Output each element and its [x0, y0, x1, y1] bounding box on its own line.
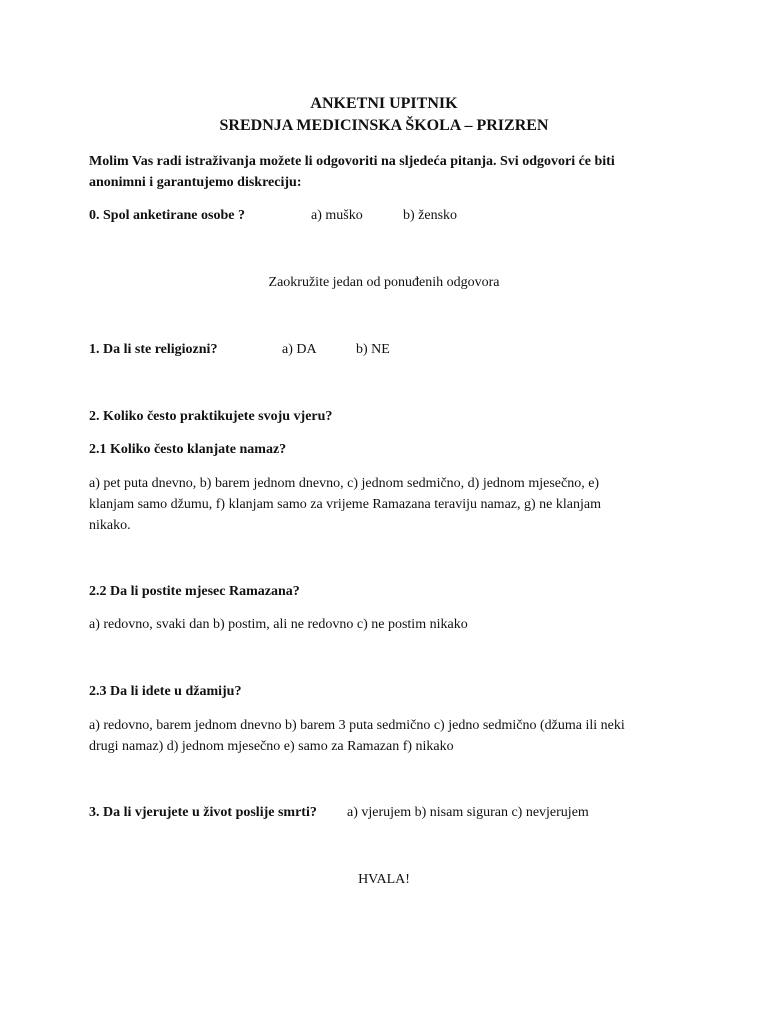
question-1 — [89, 339, 689, 360]
title-line-2: SREDNJA MEDICINSKA ŠKOLA – PRIZREN — [219, 117, 549, 134]
question-2-1-label: 2.1 Koliko često klanjate namaz? — [89, 442, 287, 457]
question-2-1-answer-line-3[interactable]: nikako. — [89, 518, 131, 533]
question-1-label: 1. Da li ste religiozni? — [89, 342, 218, 357]
question-0-option-b[interactable]: b) žensko — [403, 208, 458, 223]
question-2-1-answer-line-1[interactable]: a) pet puta dnevno, b) barem jednom dnevno, c) jednom sedmično, d) jednom mjesečno, e) — [89, 476, 600, 491]
question-0-option-a[interactable]: a) muško — [311, 208, 363, 223]
question-3 — [89, 802, 689, 823]
question-2-1-answer-line-2[interactable]: klanjam samo džumu, f) klanjam samo za vrijeme Ramazana teraviju namaz, g) ne klanjam — [89, 497, 601, 512]
question-2-3-answer-line-1[interactable]: a) redovno, barem jednom dnevno b) barem 3 puta sedmično c) jedno sedmično (džuma ili neki — [89, 718, 625, 733]
question-1-option-a[interactable]: a) DA — [282, 342, 317, 357]
question-0 — [89, 205, 689, 226]
intro-line-1: Molim Vas radi istraživanja možete li odgovoriti na sljedeća pitanja. Svi odgovori će biti — [89, 154, 615, 169]
question-3-answer[interactable]: a) vjerujem b) nisam siguran c) nevjerujem — [347, 805, 589, 820]
question-1-option-b[interactable]: b) NE — [356, 342, 390, 357]
question-0-label: 0. Spol anketirane osobe ? — [89, 208, 245, 223]
instruction-text: Zaokružite jedan od ponuđenih odgovora — [268, 275, 500, 290]
title-line-1: ANKETNI UPITNIK — [310, 95, 458, 112]
intro-line-2: anonimni i garantujemo diskreciju: — [89, 175, 302, 190]
question-2-2-answer[interactable]: a) redovno, svaki dan b) postim, ali ne redovno c) ne postim nikako — [89, 617, 468, 632]
thanks-text: HVALA! — [358, 872, 410, 887]
question-2-2-label: 2.2 Da li postite mjesec Ramazana? — [89, 584, 300, 599]
question-2-3-label: 2.3 Da li idete u džamiju? — [89, 684, 242, 699]
question-2-3-answer-line-2[interactable]: drugi namaz) d) jednom mjesečno e) samo za Ramazan f) nikako — [89, 739, 454, 754]
question-2-label: 2. Koliko često praktikujete svoju vjeru? — [89, 409, 333, 424]
question-3-label: 3. Da li vjerujete u život poslije smrti? — [89, 805, 317, 820]
